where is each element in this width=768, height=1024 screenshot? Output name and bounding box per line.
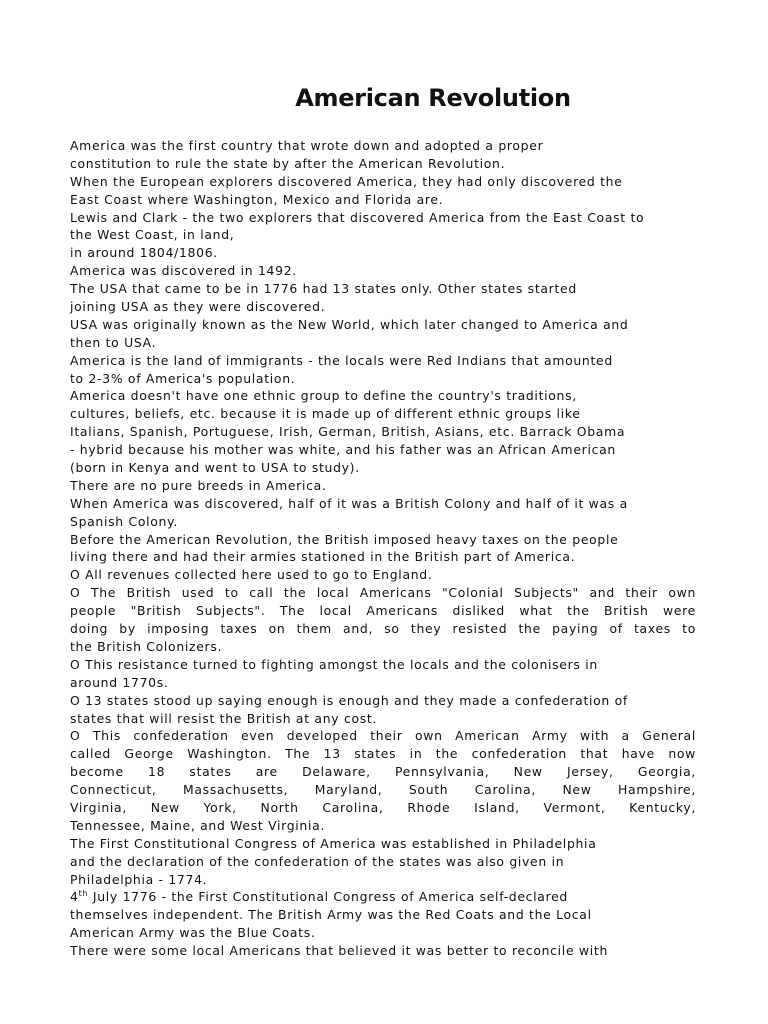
text-line-content: America doesn't have one ethnic group to define the country's traditions, — [70, 388, 577, 404]
text-line — [70, 620, 696, 638]
text-line-content: O All revenues collected here used to go to England. — [70, 567, 433, 583]
text-line — [70, 262, 696, 280]
text-line-content: joining USA as they were discovered. — [70, 299, 326, 315]
text-line-content: the British Colonizers. — [70, 638, 223, 654]
text-line — [70, 817, 696, 835]
text-line — [70, 137, 696, 155]
text-line-content: doing by imposing taxes on them and, so they resisted the paying of taxes to — [70, 621, 696, 637]
text-line — [70, 513, 696, 531]
text-line — [70, 835, 696, 853]
ordinal-suffix: th — [78, 889, 89, 899]
text-line-content: constitution to rule the state by after the American Revolution. — [70, 155, 506, 171]
text-line — [70, 584, 696, 602]
text-line — [70, 387, 696, 405]
text-line — [70, 191, 696, 209]
text-line-content: Spanish Colony. — [70, 513, 178, 529]
text-line — [70, 459, 696, 477]
text-line — [70, 710, 696, 728]
text-line-content: themselves independent. The British Army was the Red Coats and the Local — [70, 907, 592, 923]
text-line — [70, 423, 696, 441]
text-line — [70, 280, 696, 298]
text-line-content: The USA that came to be in 1776 had 13 states only. Other states started — [70, 281, 577, 297]
text-line-content: around 1770s. — [70, 674, 169, 690]
text-line-content: Virginia, New York, North Carolina, Rhode Island, Vermont, Kentucky, — [70, 799, 696, 815]
text-line-content: There are no pure breeds in America. — [70, 477, 327, 493]
text-line — [70, 566, 696, 584]
text-line — [70, 656, 696, 674]
text-line — [70, 674, 696, 692]
text-line-content: and the declaration of the confederation of the states was also given in — [70, 853, 565, 869]
text-line-content: O This confederation even developed their own American Army with a General — [70, 728, 696, 744]
text-line — [70, 745, 696, 763]
text-line-content: The First Constitutional Congress of America was established in Philadelphia — [70, 835, 597, 851]
document-body — [70, 137, 696, 960]
text-line — [70, 173, 696, 191]
text-line-content: then to USA. — [70, 334, 157, 350]
text-line-content: East Coast where Washington, Mexico and Florida are. — [70, 191, 444, 207]
text-line-content: states that will resist the British at any cost. — [70, 710, 378, 726]
text-line — [70, 334, 696, 352]
text-line — [70, 209, 696, 227]
text-line — [70, 763, 696, 781]
text-line-content: cultures, beliefs, etc. because it is made up of different ethnic groups like — [70, 406, 581, 422]
text-line-content: - hybrid because his mother was white, and his father was an African American — [70, 442, 616, 458]
text-line — [70, 548, 696, 566]
text-line-content: living there and had their armies stationed in the British part of America. — [70, 549, 576, 565]
text-line-content: Lewis and Clark - the two explorers that discovered America from the East Coast to — [70, 209, 645, 225]
text-line-content: American Army was the Blue Coats. — [70, 925, 316, 941]
text-line — [70, 638, 696, 656]
text-line — [70, 441, 696, 459]
text-line-content: O 13 states stood up saying enough is enough and they made a confederation of — [70, 692, 628, 708]
text-line-content: There were some local Americans that believed it was better to reconcile with — [70, 943, 608, 959]
text-line — [70, 781, 696, 799]
text-line-content: Philadelphia - 1774. — [70, 871, 208, 887]
text-line — [70, 924, 696, 942]
text-line — [70, 692, 696, 710]
text-line — [70, 226, 696, 244]
text-line — [70, 906, 696, 924]
date-day: 4 — [70, 889, 79, 905]
text-line — [70, 888, 696, 906]
text-line — [70, 477, 696, 495]
text-line — [70, 602, 696, 620]
text-line-content: to 2-3% of America's population. — [70, 370, 296, 386]
text-line-content: (born in Kenya and went to USA to study). — [70, 460, 360, 476]
text-line-content: Italians, Spanish, Portuguese, Irish, German, British, Asians, etc. Barrack Obama — [70, 424, 626, 440]
text-line — [70, 405, 696, 423]
text-line-content: America was discovered in 1492. — [70, 263, 297, 279]
text-line — [70, 942, 696, 960]
text-line-content: America is the land of immigrants - the locals were Red Indians that amounted — [70, 352, 613, 368]
text-line-content: O The British used to call the local Americans "Colonial Subjects" and their own — [70, 585, 696, 601]
text-line — [70, 244, 696, 262]
text-line-content: USA was originally known as the New World, which later changed to America and — [70, 316, 629, 332]
text-line-content: called George Washington. The 13 states in the confederation that have now — [70, 746, 696, 762]
text-line-content: Tennessee, Maine, and West Virginia. — [70, 817, 326, 833]
text-line — [70, 155, 696, 173]
text-line — [70, 853, 696, 871]
text-line — [70, 495, 696, 513]
text-line — [70, 352, 696, 370]
text-line — [70, 727, 696, 745]
text-line-content: When America was discovered, half of it was a British Colony and half of it was a — [70, 495, 628, 511]
text-line-content: Connecticut, Massachusetts, Maryland, South Carolina, New Hampshire, — [70, 782, 696, 798]
text-line — [70, 871, 696, 889]
text-line — [70, 370, 696, 388]
text-line-content: become 18 states are Delaware, Pennsylvania, New Jersey, Georgia, — [70, 764, 696, 780]
text-line — [70, 799, 696, 817]
text-line-content: When the European explorers discovered America, they had only discovered the — [70, 173, 623, 189]
text-line — [70, 531, 696, 549]
text-line-content: people "British Subjects". The local Americans disliked what the British were — [70, 603, 696, 619]
text-line-content: July 1776 - the First Constitutional Congress of America self-declared — [92, 889, 568, 905]
text-line-content: O This resistance turned to fighting amongst the locals and the colonisers in — [70, 656, 598, 672]
text-line-content: in around 1804/1806. — [70, 245, 218, 261]
page-title: American Revolution — [295, 84, 571, 112]
text-line-content: the West Coast, in land, — [70, 227, 235, 243]
text-line — [70, 298, 696, 316]
text-line — [70, 316, 696, 334]
text-line-content: America was the first country that wrote down and adopted a proper — [70, 138, 544, 153]
text-line-content: Before the American Revolution, the British imposed heavy taxes on the people — [70, 531, 619, 547]
